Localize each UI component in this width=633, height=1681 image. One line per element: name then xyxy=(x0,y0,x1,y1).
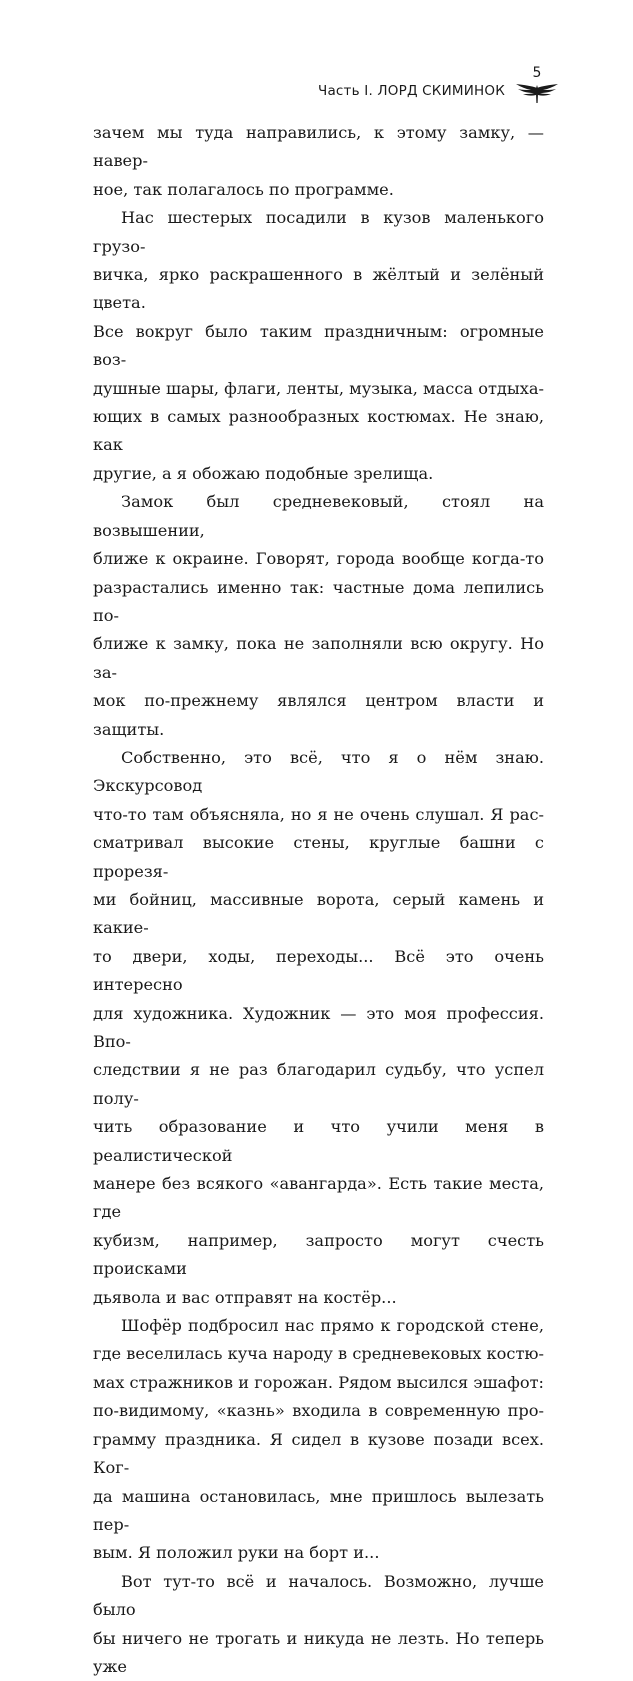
text-line: чить образование и что учили меня в реалистической xyxy=(93,1117,544,1165)
running-head: Часть I. ЛОРД СКИМИНОК xyxy=(318,82,505,99)
text-line: что-то там объясняла, но я не очень слушал. Я рас- xyxy=(93,804,544,824)
text-line: разрастались именно так: частные дома лепились по- xyxy=(93,577,544,625)
winged-sword-icon xyxy=(514,82,560,104)
page-number: 5 xyxy=(532,65,542,81)
text-line: ближе к окраине. Говорят, города вообще когда-то xyxy=(93,549,544,569)
text-line: Все вокруг было таким праздничным: огромные воз- xyxy=(93,321,544,370)
text-line: Нас шестерых посадили в кузов маленького грузо- xyxy=(93,208,544,256)
text-line: Шофёр подбросил нас прямо к городской стене, xyxy=(121,1316,544,1336)
text-line: ное, так полагалось по программе. xyxy=(93,179,394,199)
text-line: то двери, ходы, переходы... Всё это очень интересно xyxy=(93,946,544,995)
text-line: сматривал высокие стены, круглые башни с прорезя- xyxy=(93,833,544,881)
text-line: зачем мы туда направились, к этому замку, — навер- xyxy=(93,123,544,171)
text-line: Собственно, это всё, что я о нём знаю. Экскурсовод xyxy=(93,747,544,796)
text-line: следствии я не раз благодарил судьбу, что успел полу- xyxy=(93,1060,544,1108)
text-line: да машина остановилась, мне пришлось вылезать пер- xyxy=(93,1486,544,1534)
text-line: душные шары, флаги, ленты, музыка, масса отдыха- xyxy=(93,378,544,398)
text-line: Вот тут-то всё и началось. Возможно, лучше было xyxy=(93,1571,544,1620)
page-header xyxy=(318,66,561,104)
text-line: бы ничего не трогать и никуда не лезть. Но теперь уже xyxy=(93,1628,544,1676)
text-line: ющих в самых разнообразных костюмах. Не знаю, как xyxy=(93,407,544,455)
text-line: Замок был средневековый, стоял на возвышении, xyxy=(93,492,544,540)
text-line: где веселилась куча народу в средневековых костю- xyxy=(93,1344,544,1364)
text-line: другие, а я обожаю подобные зрелища. xyxy=(93,463,434,483)
header-ornament-group xyxy=(513,66,561,104)
text-line: ми бойниц, массивные ворота, серый камень и какие- xyxy=(93,889,544,938)
text-line: вичка, ярко раскрашенного в жёлтый и зелёный цвета. xyxy=(93,265,544,313)
text-line: вым. Я положил руки на борт и... xyxy=(93,1543,380,1563)
text-line: кубизм, например, запросто могут счесть происками xyxy=(93,1230,544,1279)
text-line: ближе к замку, пока не заполняли всю округу. Но за- xyxy=(93,634,544,682)
body-text xyxy=(93,119,544,1681)
text-line: для художника. Художник — это моя профессия. Впо- xyxy=(93,1003,544,1051)
text-line: мок по-прежнему являлся центром власти и защиты. xyxy=(93,691,544,739)
text-line: манере без всякого «авангарда». Есть такие места, где xyxy=(93,1174,544,1222)
text-line: по-видимому, «казнь» входила в современную про- xyxy=(93,1401,544,1421)
text-line: дьявола и вас отправят на костёр... xyxy=(93,1287,397,1307)
text-line: мах стражников и горожан. Рядом высился эшафот: xyxy=(93,1372,544,1392)
text-line: грамму праздника. Я сидел в кузове позади всех. Ког- xyxy=(93,1429,544,1478)
